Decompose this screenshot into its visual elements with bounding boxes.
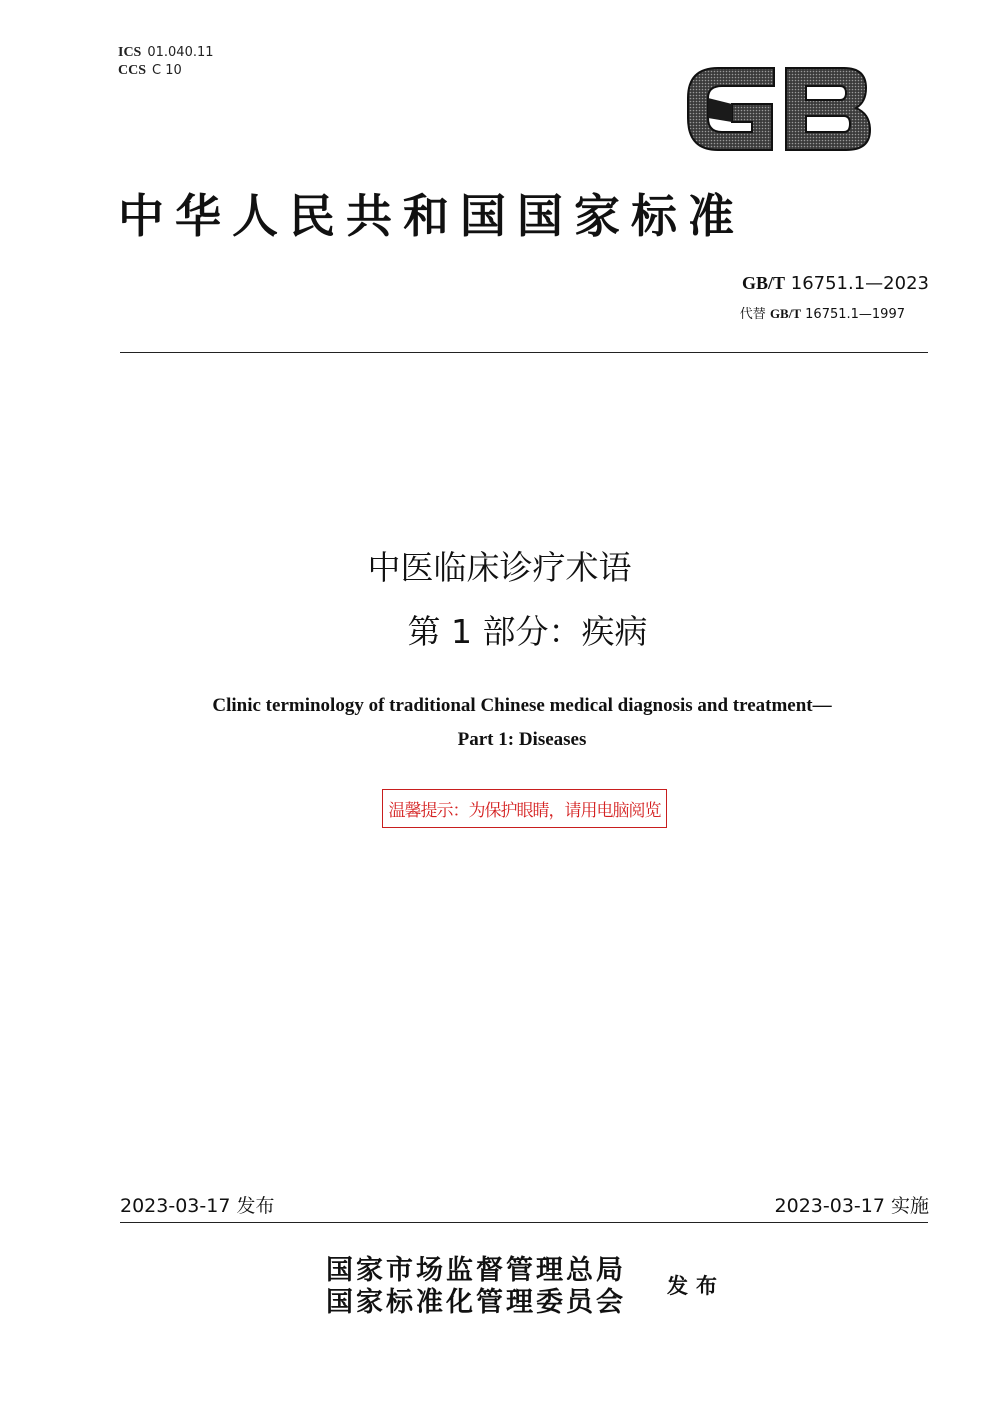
replaces-prefix: GB/T bbox=[769, 306, 802, 321]
national-standard-title: 中华人民共和国国家标准 bbox=[118, 189, 745, 243]
ccs-value: C 10 bbox=[152, 63, 182, 78]
standard-code-number: 16751.1—2023 bbox=[790, 273, 929, 294]
eye-protection-notice-box bbox=[382, 789, 667, 828]
english-title-line1: Clinic terminology of traditional Chinese medical diagnosis and treatment— bbox=[212, 695, 832, 716]
standard-code bbox=[742, 272, 929, 295]
issuer-sac: 国家标准化管理委员会 bbox=[326, 1287, 626, 1318]
eye-protection-notice: 温馨提示：为保护眼睛，请用电脑阅览 bbox=[388, 801, 661, 821]
english-title-line2: Part 1: Diseases bbox=[457, 729, 587, 750]
chinese-title-line1: 中医临床诊疗术语 bbox=[367, 548, 632, 587]
ccs-label: CCS bbox=[118, 63, 147, 78]
ccs-code bbox=[118, 62, 214, 80]
ics-code bbox=[118, 44, 214, 62]
ics-value: 01.040.11 bbox=[147, 45, 214, 60]
issuer-samr: 国家市场监督管理总局 bbox=[326, 1255, 626, 1286]
gb-logo bbox=[680, 58, 874, 156]
issue-date: 2023-03-17 发布 bbox=[120, 1195, 275, 1217]
bottom-divider bbox=[120, 1222, 928, 1223]
top-divider bbox=[120, 352, 928, 353]
replaces-label: 代替 bbox=[739, 307, 766, 322]
replaces-number: 16751.1—1997 bbox=[805, 307, 905, 322]
classification-codes bbox=[118, 44, 214, 80]
ics-label: ICS bbox=[118, 45, 142, 60]
publish-label: 发布 bbox=[667, 1273, 725, 1298]
replaces-code bbox=[740, 305, 905, 324]
implementation-date: 2023-03-17 实施 bbox=[774, 1195, 929, 1217]
standard-code-prefix: GB/T bbox=[742, 273, 786, 293]
chinese-title-line2: 第 1 部分：疾病 bbox=[407, 612, 648, 651]
